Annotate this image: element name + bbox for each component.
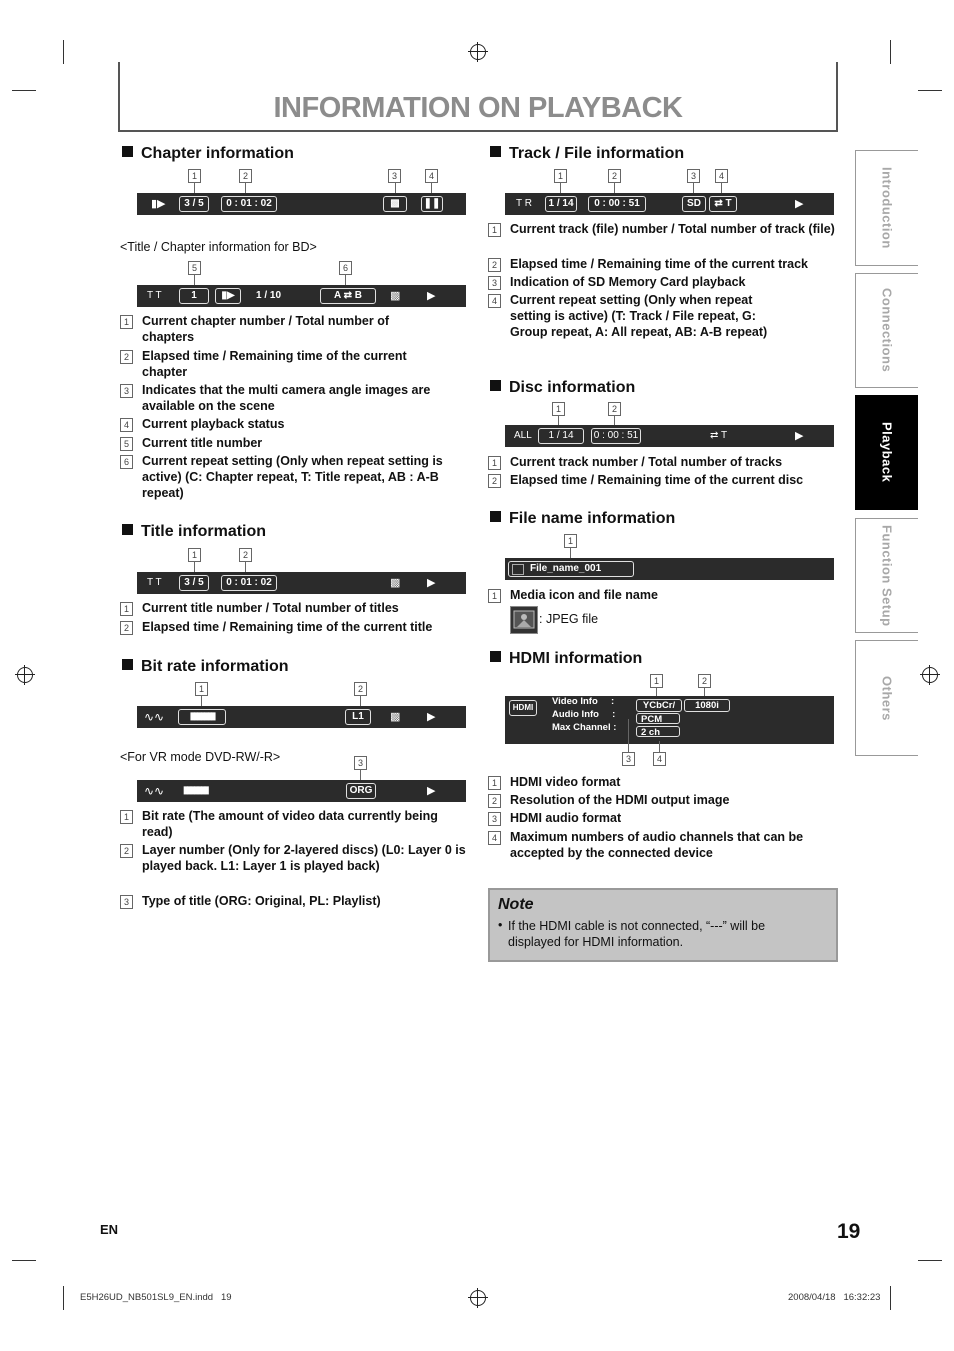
bd-caption: <Title / Chapter information for BD> (120, 240, 317, 254)
list-item: 1 Current title number / Total number of titles (120, 600, 465, 616)
vr-caption: <For VR mode DVD-RW/-R> (120, 750, 281, 764)
play-icon: ▶ (427, 711, 436, 723)
hdmi-info-bar: HDMI Video Info : Audio Info : Max Channel : YCbCr/ 1080i PCM 2 ch (505, 696, 834, 744)
bitrate-meter: ▮▮▮▮▮▮▮ (183, 785, 208, 796)
disc-count: 1 / 14 (538, 428, 584, 444)
registration-mark-icon (922, 667, 938, 683)
title-time: 0 : 01 : 02 (221, 575, 277, 591)
crop-mark (890, 1286, 891, 1310)
footer-timestamp: 2008/04/18 16:32:23 (788, 1292, 881, 1303)
list-item: 4 Current repeat setting (Only when repeat setting is active) (T: Track / File repeat, G: Group repeat, A: All repeat, AB: A-B repeat) (488, 292, 768, 340)
play-icon: ▶ (427, 785, 436, 797)
layer-number: L1 (345, 709, 371, 725)
play-icon: ▶ (795, 198, 804, 210)
list-item: 1 Media icon and file name (488, 587, 838, 603)
chapter-icon: ▮▶ (151, 198, 166, 210)
tab-introduction[interactable]: Introduction (855, 150, 918, 266)
angle-icon: ▩ (383, 196, 407, 212)
page-title: INFORMATION ON PLAYBACK (273, 92, 683, 124)
callout: 2 (239, 169, 252, 183)
callout: 1 (552, 402, 565, 416)
callout: 3 (622, 752, 635, 766)
list-item: 2 Elapsed time / Remaining time of the current track (488, 256, 838, 272)
callout: 2 (608, 169, 621, 183)
callout: 6 (339, 261, 352, 275)
tab-connections[interactable]: Connections (855, 273, 918, 388)
play-icon: ▶ (795, 430, 804, 442)
language-code: EN (100, 1222, 119, 1237)
list-item: 3 Type of title (ORG: Original, PL: Playlist) (120, 893, 468, 909)
callout: 1 (188, 169, 201, 183)
title-type: ORG (346, 783, 376, 799)
hdmi-channels: 2 ch (636, 726, 680, 737)
bitrate-bar (137, 706, 466, 728)
page-number: 19 (837, 1220, 861, 1243)
crop-mark (63, 1286, 64, 1310)
note-text: If the HDMI cable is not connected, “---” will be displayed for HDMI information. (508, 919, 766, 949)
callout: 2 (239, 548, 252, 562)
bitrate-icon: ∿∿ (144, 710, 165, 724)
chapter-count: 3 / 5 (179, 196, 209, 212)
crop-mark (12, 1260, 36, 1261)
bitrate-meter: ▮▮▮▮▮▮▮ (178, 709, 226, 725)
callout: 5 (188, 261, 201, 275)
registration-mark-icon (470, 44, 486, 60)
disc-heading: Disc information (490, 379, 635, 397)
callout: 1 (188, 548, 201, 562)
tab-playback[interactable]: Playback (855, 395, 918, 510)
angle-icon: ▩ (390, 711, 401, 723)
disc-info-bar: ALL 1 / 14 0 : 00 : 51 ⇄ T ▶ (505, 425, 834, 447)
header-frame (118, 62, 838, 132)
callout: 2 (608, 402, 621, 416)
tab-function-setup[interactable]: Function Setup (855, 518, 918, 633)
track-count: 1 / 14 (545, 196, 577, 212)
hdmi-video-format: YCbCr/ (636, 699, 682, 712)
list-item: 5 Current title number (120, 435, 465, 451)
hdmi-audio-format: PCM (636, 713, 680, 724)
jpeg-label: : JPEG file (539, 612, 599, 626)
list-item: 1 Current track number / Total number of tracks (488, 454, 838, 470)
registration-mark-icon (17, 667, 33, 683)
crop-mark (918, 90, 942, 91)
filename-heading: File name information (490, 510, 675, 528)
list-item: 4 Current playback status (120, 416, 465, 432)
callout: 4 (425, 169, 438, 183)
callout: 1 (195, 682, 208, 696)
bd-repeat: A ⇄ B (320, 288, 376, 304)
registration-mark-icon (470, 1290, 486, 1306)
callout: 3 (388, 169, 401, 183)
filename-box: File_name_001 (508, 561, 634, 577)
bitrate-icon: ∿∿ (144, 784, 165, 798)
crop-mark (918, 1260, 942, 1261)
play-icon: ▶ (427, 290, 436, 302)
track-time: 0 : 00 : 51 (588, 196, 646, 212)
note-box (488, 888, 838, 962)
sd-card: SD (682, 196, 706, 212)
disc-time: 0 : 00 : 51 (591, 428, 641, 444)
crop-mark (890, 40, 891, 64)
track-heading: Track / File information (490, 145, 684, 163)
callout: 1 (650, 674, 663, 688)
list-item: 3 HDMI audio format (488, 810, 838, 826)
footer-file: E5H26UD_NB501SL9_EN.indd 19 (80, 1292, 232, 1303)
list-item: 1 Bit rate (The amount of video data currently being read) (120, 808, 468, 840)
angle-icon: ▩ (390, 577, 401, 589)
callout: 3 (354, 756, 367, 770)
chapter-icon: ▮▶ (215, 288, 241, 304)
list-item: 2 Layer number (Only for 2-layered discs) (L0: Layer 0 is played back. L1: Layer 1 is played back) (120, 842, 468, 874)
callout: 1 (564, 534, 577, 548)
list-item: 6 Current repeat setting (Only when repeat setting is active) (C: Chapter repeat, T: Title repeat, AB : A-B repeat) (120, 453, 465, 501)
callout: 4 (715, 169, 728, 183)
crop-mark (12, 90, 36, 91)
track-info-bar: T R 1 / 14 0 : 00 : 51 SD ⇄ T ▶ (505, 193, 834, 215)
list-item: 2 Elapsed time / Remaining time of the current title (120, 619, 465, 635)
list-item: 2 Resolution of the HDMI output image (488, 792, 838, 808)
hdmi-label: HDMI (509, 700, 537, 716)
list-item: 1 Current track (file) number / Total number of track (file) (488, 221, 838, 237)
bd-title: 1 (179, 288, 209, 304)
callout: 2 (698, 674, 711, 688)
hdmi-heading: HDMI information (490, 650, 642, 668)
list-item: 3 Indication of SD Memory Card playback (488, 274, 838, 290)
pause-icon: ❚❚ (421, 196, 443, 212)
jpeg-file-icon (510, 606, 538, 634)
chapter-info-bar (137, 193, 466, 215)
note-bullet: • (498, 918, 503, 932)
chapter-time: 0 : 01 : 02 (221, 196, 277, 212)
bd-info-bar: T T 1 ▮▶ 1 / 10 A ⇄ B ▩ ▶ (137, 285, 466, 307)
title-info-bar: T T 3 / 5 0 : 01 : 02 ▩ ▶ (137, 572, 466, 594)
callout: 4 (653, 752, 666, 766)
list-item: 4 Maximum numbers of audio channels that can be accepted by the connected device (488, 829, 838, 861)
play-icon: ▶ (427, 577, 436, 589)
note-title: Note (498, 896, 534, 913)
chapter-heading: Chapter information (122, 145, 294, 163)
callout: 2 (354, 682, 367, 696)
disc-repeat: ⇄ T (710, 430, 728, 441)
filename-bar (505, 558, 834, 580)
callout: 3 (687, 169, 700, 183)
list-item: 2 Elapsed time / Remaining time of the current disc (488, 472, 838, 488)
title-count: 3 / 5 (179, 575, 209, 591)
list-item: 3 Indicates that the multi camera angle images are available on the scene (120, 382, 465, 414)
list-item: 1 HDMI video format (488, 774, 838, 790)
callout: 1 (554, 169, 567, 183)
title-info-heading: Title information (122, 523, 266, 541)
bd-chapters: 1 / 10 (256, 290, 282, 301)
vr-bitrate-bar (137, 780, 466, 802)
angle-icon: ▩ (390, 290, 401, 302)
bitrate-heading: Bit rate information (122, 658, 289, 676)
hdmi-resolution: 1080i (684, 699, 730, 712)
media-icon (512, 564, 524, 575)
list-item: 1 Current chapter number / Total number of chapters (120, 313, 440, 345)
track-repeat: ⇄ T (709, 196, 737, 212)
crop-mark (63, 40, 64, 64)
tab-others[interactable]: Others (855, 640, 918, 756)
list-item: 2 Elapsed time / Remaining time of the current chapter (120, 348, 440, 380)
